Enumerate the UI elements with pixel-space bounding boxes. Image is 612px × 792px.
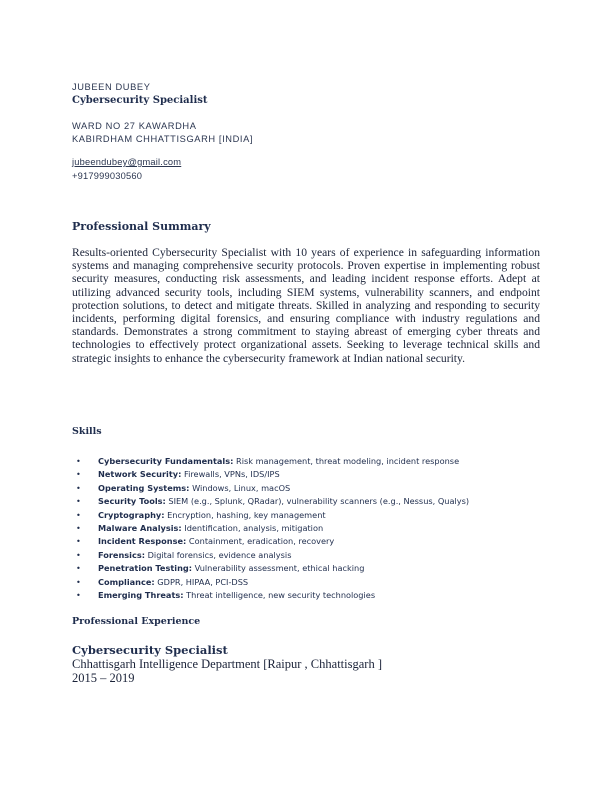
skill-label: Emerging Threats:	[98, 589, 184, 600]
skill-item	[72, 576, 469, 589]
skills-list	[72, 455, 469, 602]
skill-item	[72, 455, 469, 468]
skill-label: Malware Analysis:	[98, 522, 182, 533]
summary-heading: Professional Summary	[72, 220, 211, 233]
skill-value: Digital forensics, evidence analysis	[147, 549, 292, 560]
bullet-icon: •	[76, 482, 81, 493]
skill-label: Incident Response:	[98, 536, 187, 547]
skill-value: Identification, analysis, mitigation	[184, 522, 324, 533]
phone-number: +917999030560	[72, 171, 143, 181]
skill-value: Vulnerability assessment, ethical hacking	[194, 563, 365, 574]
skill-item	[72, 509, 469, 522]
skill-label: Network Security:	[98, 469, 182, 480]
bullet-icon: •	[76, 549, 81, 560]
bullet-icon: •	[76, 456, 81, 466]
bullet-icon: •	[76, 576, 81, 587]
skill-value: Firewalls, VPNs, IDS/IPS	[183, 469, 280, 480]
bullet-icon: •	[76, 496, 81, 507]
skill-value: Encryption, hashing, key management	[167, 509, 326, 520]
bullet-icon: •	[76, 522, 81, 533]
skill-value: SIEM (e.g., Splunk, QRadar), vulnerability scanners (e.g., Nessus, Qualys)	[168, 496, 470, 507]
bullet-icon: •	[76, 509, 81, 520]
bullet-icon: •	[76, 589, 81, 600]
skill-label: Security Tools:	[98, 496, 166, 507]
skill-item	[72, 589, 469, 602]
skill-label: Compliance:	[98, 576, 155, 587]
candidate-name: JUBEEN DUBEY	[72, 82, 151, 92]
skill-item	[72, 468, 469, 481]
skill-value: GDPR, HIPAA, PCI-DSS	[157, 576, 249, 587]
address-line-1: WARD NO 27 KAWARDHA	[72, 121, 197, 131]
candidate-title: Cybersecurity Specialist	[72, 95, 208, 106]
skill-label: Forensics:	[98, 549, 145, 560]
job-title: Cybersecurity Specialist	[72, 643, 228, 657]
bullet-icon: •	[76, 536, 81, 547]
bullet-icon: •	[76, 563, 81, 574]
skills-heading: Skills	[72, 426, 102, 437]
experience-heading: Professional Experience	[72, 616, 201, 627]
skill-label: Cybersecurity Fundamentals:	[98, 456, 234, 466]
skill-item	[72, 495, 469, 508]
address-line-2: KABIRDHAM CHHATTISGARH [INDIA]	[72, 134, 254, 144]
skill-item	[72, 535, 469, 548]
summary-text: Results-oriented Cybersecurity Specialist with 10 years of experience in safeguarding information systems and managing comprehensive security protocols. Proven expertise in implementing robust security measures, conducting risk assessments, and leading incident response efforts. Adept at utilizing advanced security tools, including SIEM systems, vulnerability scanners, and endpoint protection solutions, to detect and mitigate threats. Skilled in analyzing and responding to security incidents, performing digital forensics, and ensuring compliance with industry regulations and standards. Demonstrates a strong commitment to staying abreast of emerging cyber threats and technologies to effectively protect organizational assets. Seeking to leverage technical skills and strategic insights to enhance the cybersecurity framework at Indian national security.	[72, 246, 540, 365]
job-organization: Chhattisgarh Intelligence Department [Raipur , Chhattisgarh ]	[72, 657, 382, 671]
skill-value: Containment, eradication, recovery	[188, 536, 335, 547]
bullet-icon: •	[76, 469, 81, 480]
job-dates: 2015 – 2019	[72, 671, 135, 685]
skill-value: Windows, Linux, macOS	[192, 482, 291, 493]
skill-value: Threat intelligence, new security technologies	[186, 589, 376, 600]
skill-label: Penetration Testing:	[98, 563, 193, 574]
skill-item	[72, 482, 469, 495]
skill-label: Operating Systems:	[98, 482, 190, 493]
skill-label: Cryptography:	[98, 509, 165, 520]
skill-item	[72, 522, 469, 535]
skill-value: Risk management, threat modeling, incident response	[236, 456, 460, 466]
email-link[interactable]: jubeendubey@gmail.com	[72, 157, 182, 167]
skill-item	[72, 562, 469, 575]
skill-item	[72, 549, 469, 562]
